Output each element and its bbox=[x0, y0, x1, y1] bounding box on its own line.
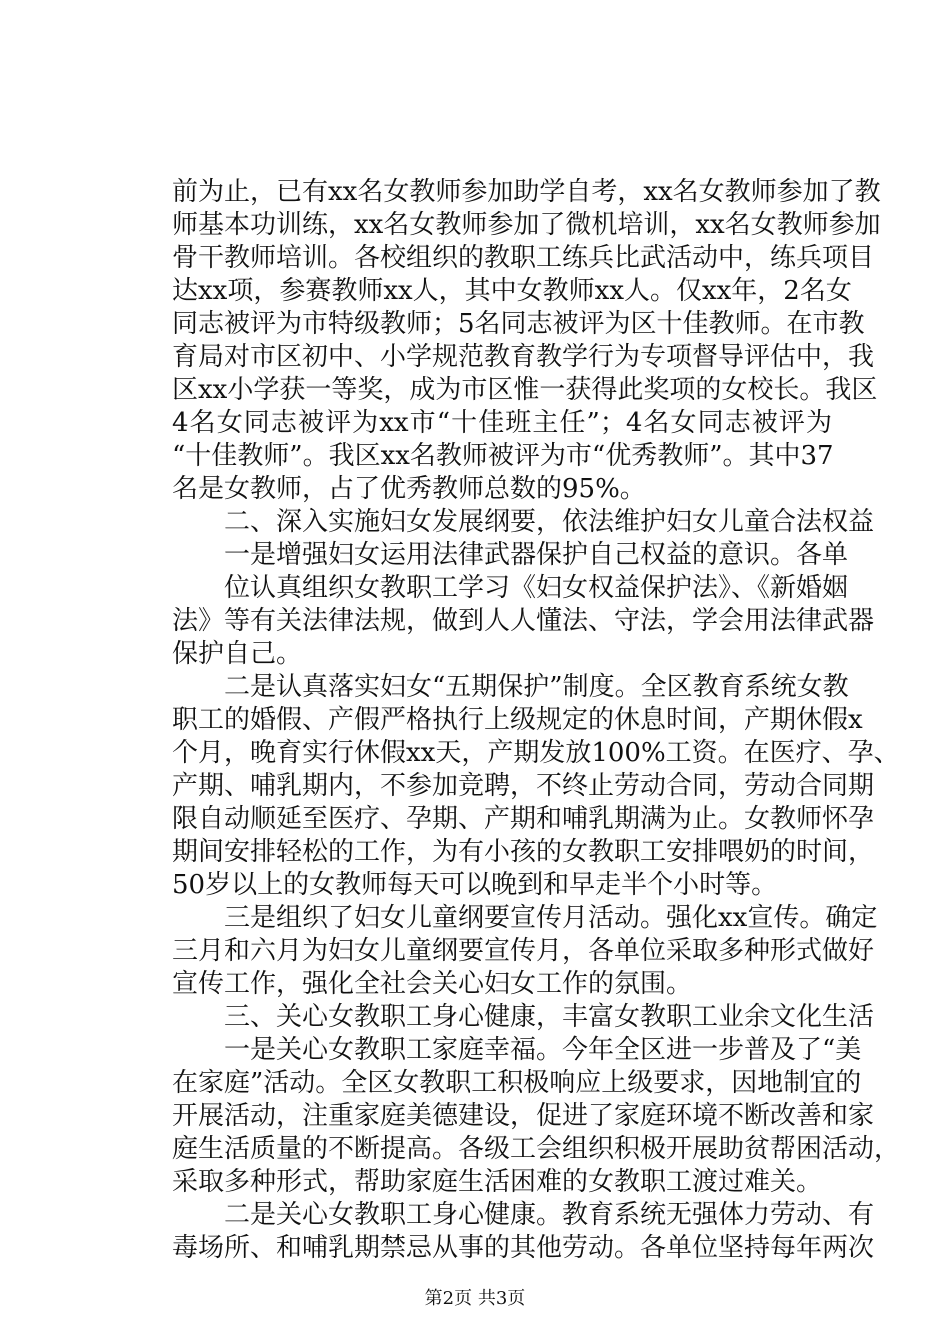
body-line: 采取多种形式，帮助家庭生活困难的女教职工渡过难关。 bbox=[172, 1167, 823, 1197]
page-number: 第2页 共3页 bbox=[424, 1288, 526, 1309]
body-line: 在家庭”活动。全区女教职工积极响应上级要求，因地制宜的 bbox=[172, 1068, 862, 1098]
body-line: 三月和六月为妇女儿童纲要宣传月，各单位采取多种形式做好 bbox=[172, 936, 875, 966]
body-line: 限自动顺延至医疗、孕期、产期和哺乳期满为止。女教师怀孕 bbox=[172, 804, 875, 834]
body-line: 保护自己。 bbox=[172, 639, 303, 669]
body-line: 50岁以上的女教师每天可以晚到和早走半个小时等。 bbox=[172, 870, 778, 900]
section-heading: 二、深入实施妇女发展纲要，依法维护妇女儿童合法权益 bbox=[224, 507, 875, 537]
body-line: 职工的婚假、产假严格执行上级规定的休息时间，产期休假x bbox=[172, 705, 863, 735]
body-line: 4名女同志被评为xx市“十佳班主任”；4名女同志被评为 bbox=[172, 408, 832, 438]
body-line: 庭生活质量的不断提高。各级工会组织积极开展助贫帮困活动， bbox=[172, 1134, 901, 1164]
body-line: 一是关心女教职工家庭幸福。今年全区进一步普及了“美 bbox=[224, 1035, 862, 1065]
body-line: 毒场所、和哺乳期禁忌从事的其他劳动。各单位坚持每年两次 bbox=[172, 1233, 875, 1263]
body-line: 期间安排轻松的工作，为有小孩的女教职工安排喂奶的时间， bbox=[172, 837, 875, 867]
body-line: 三是组织了妇女儿童纲要宣传月活动。强化xx宣传。确定 bbox=[224, 903, 878, 933]
body-line: “十佳教师”。我区xx名教师被评为市“优秀教师”。其中37 bbox=[172, 441, 834, 471]
body-line: 法》等有关法律法规，做到人人懂法、守法，学会用法律武器 bbox=[172, 606, 875, 636]
body-line: 同志被评为市特级教师；5名同志被评为区十佳教师。在市教 bbox=[172, 309, 865, 339]
body-line: 开展活动，注重家庭美德建设，促进了家庭环境不断改善和家 bbox=[172, 1101, 875, 1131]
body-line: 位认真组织女教职工学习《妇女权益保护法》、《新婚姻 bbox=[224, 573, 849, 603]
body-line: 前为止，已有xx名女教师参加助学自考，xx名女教师参加了教 bbox=[172, 177, 881, 207]
section-heading: 三、关心女教职工身心健康，丰富女教职工业余文化生活 bbox=[224, 1002, 875, 1032]
body-line: 一是增强妇女运用法律武器保护自己权益的意识。各单 bbox=[224, 540, 849, 570]
body-line: 区xx小学获一等奖，成为市区惟一获得此奖项的女校长。我区 bbox=[172, 375, 878, 405]
body-line: 二是关心女教职工身心健康。教育系统无强体力劳动、有 bbox=[224, 1200, 875, 1230]
body-line: 二是认真落实妇女“五期保护”制度。全区教育系统女教 bbox=[224, 672, 849, 702]
body-line: 名是女教师，占了优秀教师总数的95%。 bbox=[172, 474, 646, 504]
body-line: 师基本功训练，xx名女教师参加了微机培训，xx名女教师参加 bbox=[172, 210, 881, 240]
body-line: 达xx项，参赛教师xx人，其中女教师xx人。仅xx年，2名女 bbox=[172, 276, 852, 306]
body-line: 骨干教师培训。各校组织的教职工练兵比武活动中，练兵项目 bbox=[172, 243, 875, 273]
body-line: 宣传工作，强化全社会关心妇女工作的氛围。 bbox=[172, 969, 693, 999]
body-line: 个月，晚育实行休假xx天，产期发放100%工资。在医疗、孕、 bbox=[172, 738, 900, 768]
body-line: 育局对市区初中、小学规范教育教学行为专项督导评估中，我 bbox=[172, 342, 875, 372]
body-line: 产期、哺乳期内，不参加竞聘，不终止劳动合同，劳动合同期 bbox=[172, 771, 875, 801]
